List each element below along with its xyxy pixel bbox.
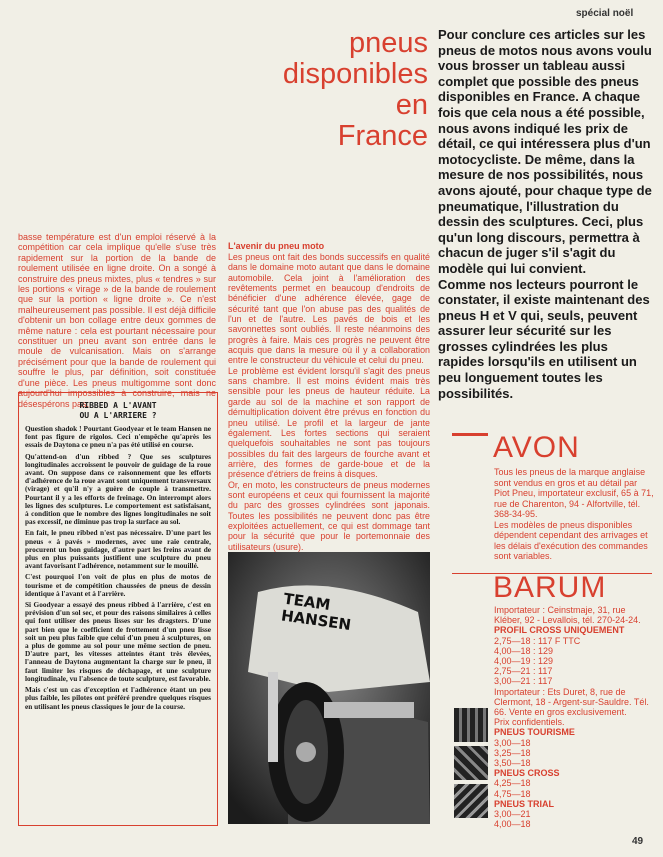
motorcycle-photo <box>228 552 430 824</box>
column-paragraph: Les pneus ont fait des bonds successifs en qualité dans le domaine moto autant que dans le domaine automobile. Cela joint à l'amélioration des revêtements permet en beaucoup d'endroits de bénéficier d'une adhérence élevée, gage de sécurité tant que l'on abuse pas des qualités de l'un et de l'autre. Les pavés de bois et les savonnettes sont oubliés. Il reste néanmoins des progrès à faire. Mais ces progrès ne peuvent être acquis que dans la mesure où il y a collaboration entre le constructeur du véhicule et celui du pneu. <box>228 252 430 366</box>
box-paragraph: Si Goodyear a essayé des pneus ribbed à l'arrière, c'est en prévision d'un sol sec, et pour des raisons similaires à celles qui font utiliser des pneus lisses sur les dragsters. D'une part bien que le coefficient de frottement d'un pneu lisse soit un peu plus faible que celui d'un pneu à sculptures, on a plus de gomme au sol pour une même section de pneu. D'autre part, les vitesses atteintes étant très élevées, l'anneau de Daytona augmentant la charge sur le pneu, il faut limiter les risques de déchapage, et une sculpture longitudinale, vu l'absence de toute sculpture, est favorable. <box>25 600 211 683</box>
tire-size: 3,25—18 <box>494 747 531 758</box>
tire-size: 4,25—18 <box>494 778 531 789</box>
box-paragraph: Qu'attend-on d'un ribbed ? Que ses sculptures longitudinales accroissent le pouvoir de guidage de la roue avant. On suppose dans ce raisonnement que les efforts d'adhérence de la roue avant sont uniquement transversaux (virage) et qu'il n'y a guère de couple à transmettre. Pourtant il y a les efforts de freinage. On interrompt alors les lignes des sculptures. Le comportement est satisfaisant, à condition que le nombre des lignes longitudinales ne soit pas excessif, ne diminue pas trop la surface au sol. <box>25 451 212 527</box>
brand-logo: BARUM <box>493 571 607 604</box>
tread-pattern-icon <box>454 746 488 780</box>
article-title <box>268 28 428 152</box>
intro-paragraph: Comme nos lecteurs pourront le constater, il existe maintenant des pneus H et V qui, seuls, peuvent assurer leur sécurité sur les grosses cylindrées les plus rapides lorsqu'ils en utilisent un peu longuement toutes les possibilités. <box>438 276 650 401</box>
tire-size: 4,00—19 : 129 <box>494 656 554 667</box>
section-label: spécial noël <box>576 8 634 19</box>
title-line: disponibles <box>282 58 428 90</box>
column-text <box>228 252 430 552</box>
tread-pattern-icon <box>454 708 488 742</box>
box-paragraph: Question shadok ! Pourtant Goodyear et le team Hansen ne font pas figure de rigolos. Ceci n'empêche qu'après les essais de Daytona ce pneu n'a pas été utilisé en course. <box>25 424 211 450</box>
tire-size: 4,00—18 : 129 <box>494 645 554 656</box>
photo-caption: TEAM HANSEN <box>280 589 353 635</box>
tire-size: 3,00—18 <box>494 737 531 748</box>
intro-text <box>438 27 656 401</box>
brand-paragraph: Prix confidentiels. <box>494 717 565 728</box>
title-line: France <box>337 120 428 152</box>
tire-size: 4,75—18 <box>494 788 531 799</box>
brand-paragraph: Les modèles de pneus disponibles dépendent cependant des arrivages et les délais d'exécution des commandes sont variables. <box>494 519 648 561</box>
column-text: basse température est d'un emploi réservé à la compétition car cela implique qu'elle s'use très rapidement sur la portion de la bande de roulement utilisée en ligne droite. On a songé à construire des pneus mixtes, plus « tendres » sur les portions « virage » de la bande de roulement que sur la portion « ligne droite ». Ce n'est malheureusement pas possible. Il est déjà difficile d'obtenir un bon collage entre deux gommes de même nature : cela est pourtant nécessaire pour constituer un pneu avant son entrée dans le moule de vulcanisation. Mais on s'arrange précisément pour que la bande de roulement qui souffre le plus, par définition, soit constituée d'une pièce. Les pneus multigomme sont donc aujourd'hui impossibles à construire, mais ne désespérons pas. <box>18 232 216 409</box>
tire-size: 2,75—18 : 117 F TTC <box>494 635 581 646</box>
brand-paragraph: Tous les pneus de la marque anglaise sont vendus en gros et au détail par Piot Pneu, importateur exclusif, 65 à 71, rue de Charenton, 94 - Alfortville, tél. 368-34-95. <box>494 467 654 519</box>
box-title-line: RIBBED A L'AVANT <box>79 401 157 410</box>
column-paragraph: Or, en moto, les constructeurs de pneus modernes sont européens et ceux qui fournissent la majorité du parc des grosses cylindrées sont japonais. Toutes les possibilités ne peuvent donc pas être exploitées actuellement, ce qui est dommage tant pour la sécurité que pour le portemonnaie des utilisateurs (usure). <box>228 479 430 552</box>
title-line: pneus <box>348 27 428 59</box>
tire-heading: PROFIL CROSS UNIQUEMENT <box>494 625 625 636</box>
brand-text <box>494 605 654 829</box>
brand-paragraph: Importateur : Ets Duret, 8, rue de Clermont, 18 - Argent-sur-Sauldre. Tél. 66. Vente en gros exclusivement. <box>494 686 649 718</box>
box-paragraph: C'est pourquoi l'on voit de plus en plus de motos de tourisme et de compétition chaussées de pneus de dessin identique à l'avant et à l'arrière. <box>25 572 211 598</box>
tire-heading: PNEUS TOURISME <box>494 727 575 738</box>
title-line: en <box>395 89 428 121</box>
page-number: 49 <box>632 836 644 847</box>
box-paragraph: En fait, le pneu ribbed n'est pas nécessaire. D'une part les pneus « à pavés » modernes, avec une raie centrale, procurent un bon guidage, d'autre part les freins avant de plus en plus puissants justifient une sculpture du pneu avant favorisant l'adhérence, notamment sur le mouillé. <box>25 528 211 571</box>
tire-size: 3,00—21 <box>494 809 531 820</box>
box-title-line: OU A L'ARRIERE ? <box>79 411 157 420</box>
tire-size: 2,75—21 : 117 <box>494 666 553 677</box>
brand-text <box>494 467 654 562</box>
box-title <box>25 401 211 421</box>
sidebar-box <box>18 392 218 826</box>
column-paragraph: Le problème est évident lorsqu'il s'agit des pneus sans chambre. Il est moins évident mais très sensible pour les pneus de hauteur réduite. La garde au sol de la machine et son rapport de démultiplication doivent être prévus en fonction du pneu utilisé. Le profil et la largeur de jante également. Les fortes sections qui seraient quelquefois souhaitables ne sont pas toujours possibles du fait des largeurs de fourche avant et arrière, des formes de garde-boue et de la présence d'étriers de freins à disques. <box>228 365 430 480</box>
tire-size: 3,50—18 <box>494 758 531 769</box>
photo-illustration <box>228 552 430 824</box>
brand-paragraph: Importateur : Ceinstmaje, 31, rue Kléber, 92 - Levallois, tél. 270-24-24. <box>494 605 641 626</box>
section-heading: L'avenir du pneu moto <box>228 241 325 251</box>
tire-size: 3,00—21 : 117 <box>494 676 553 687</box>
box-paragraph: Mais c'est un cas d'exception et l'adhérence étant un peu plus faible, les pilotes ont préféré prendre quelques risques en utilisant les pneus classiques le jour de la course. <box>25 685 211 711</box>
brand-logo: AVON <box>493 431 580 464</box>
tire-heading: PNEUS CROSS <box>494 768 560 779</box>
tire-size: 4,00—18 <box>494 819 531 830</box>
tread-pattern-icon <box>454 784 488 818</box>
intro-paragraph: Pour conclure ces articles sur les pneus de motos nous avons voulu vous brosser un tableau aussi complet que possible des pneus disponibles en France. A chaque fois que cela nous a été possible, nous avons indiqué les prix de détail, ce qui intéressera plus d'un motocycliste. De même, dans la mesure de nos possibilités, nous avons ajouté, pour chaque type de pneumatique, l'illustration du dessin des sculptures. Ceci, plus qu'un long discours, permettra à chacun de juger s'il s'agit du modèle qui lui convient. <box>438 27 652 276</box>
avon-divider <box>452 433 488 436</box>
tire-heading: PNEUS TRIAL <box>494 798 555 809</box>
